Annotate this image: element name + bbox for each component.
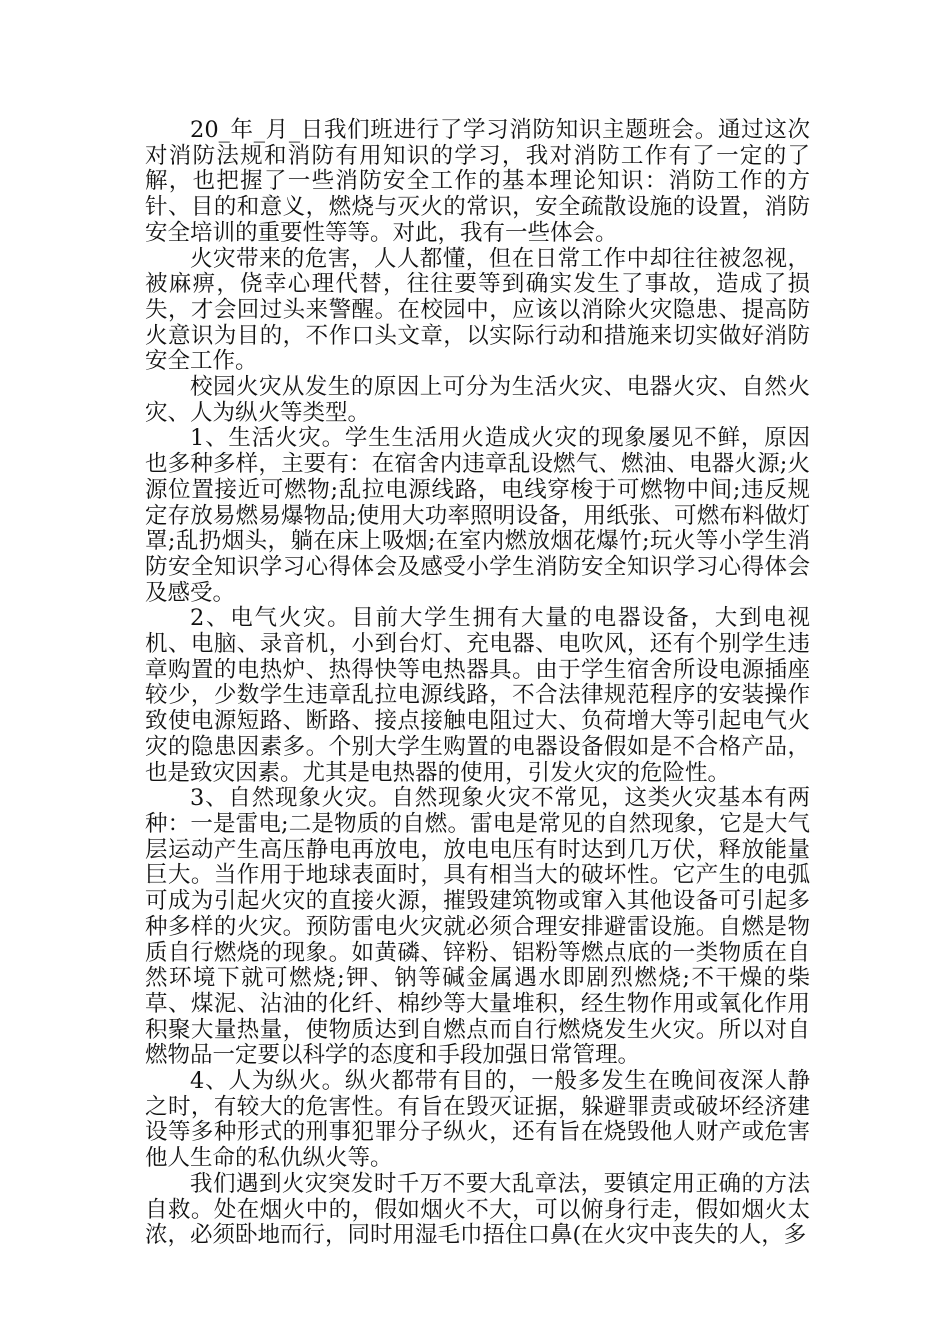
paragraph-natural-fire: 3、自然现象火灾。自然现象火灾不常见，这类火灾基本有两种：一是雷电;二是物质的自燃。雷电是常见的自然现象，它是大气层运动产生高压静电再放电，放电电压有时达到几万伏，释放能量巨大。当作用于地球表面时，具有相当大的破坏性。它产生的电弧可成为引起火灾的直接火源，摧毁建筑物或窜入其他设备可引起多种多样的火灾。预防雷电火灾就必须合理安排避雷设施。自燃是物质自行燃烧的现象。如黄磷、锌粉、铝粉等燃点底的一类物质在自然环境下就可燃烧;钾、钠等碱金属遇水即剧烈燃烧;不干燥的柴草、煤泥、沾油的化纤、棉纱等大量堆积，经生物作用或氧化作用积聚大量热量，使物质达到自燃点而自行燃烧发生火灾。所以对自燃物品一定要以科学的态度和手段加强日常管理。 [145, 785, 810, 1069]
paragraph-self-rescue: 我们遇到火灾突发时千万不要大乱章法，要镇定用正确的方法自救。处在烟火中的，假如烟火不大，可以俯身行走，假如烟火太浓，必须卧地而行，同时用湿毛巾捂住口鼻(在火灾中丧失的人，多 [145, 1170, 810, 1249]
paragraph-fire-types: 校园火灾从发生的原因上可分为生活火灾、电器火灾、自然火灾、人为纵火等类型。 [145, 374, 810, 426]
paragraph-arson: 4、人为纵火。纵火都带有目的，一般多发生在晚间夜深人静之时，有较大的危害性。有旨在毁灭证据，躲避罪责或破坏经济建设等多种形式的刑事犯罪分子纵火，还有旨在烧毁他人财产或危害他人生命的私仇纵火等。 [145, 1068, 810, 1172]
paragraph-electrical-fire: 2、电气火灾。目前大学生拥有大量的电器设备，大到电视机、电脑、录音机，小到台灯、充电器、电吹风，还有个别学生违章购置的电热炉、热得快等电热器具。由于学生宿舍所设电源插座较少，少数学生违章乱拉电源线路，不合法律规范程序的安装操作致使电源短路、断路、接点接触电阻过大、负荷增大等引起电气火灾的隐患因素多。个别大学生购置的电器设备假如是不合格产品，也是致灾因素。尤其是电热器的使用，引发火灾的危险性。 [145, 605, 810, 786]
paragraph-intro: 20_年_月_日我们班进行了学习消防知识主题班会。通过这次对消防法规和消防有用知识的学习，我对消防工作有了一定的了解，也把握了一些消防安全工作的基本理论知识：消防工作的方针、目的和意义，燃烧与灭火的常识，安全疏散设施的设置，消防安全培训的重要性等等。对此，我有一些体会。 [145, 117, 810, 246]
document-body [145, 118, 810, 1249]
paragraph-fire-hazard: 火灾带来的危害，人人都懂，但在日常工作中却往往被忽视，被麻痹，侥幸心理代替，往往要等到确实发生了事故，造成了损失，才会回过头来警醒。在校园中，应该以消除火灾隐患、提高防火意识为目的，不作口头文章，以实际行动和措施来切实做好消防安全工作。 [145, 245, 810, 375]
paragraph-living-fire: 1、生活火灾。学生生活用火造成火灾的现象屡见不鲜，原因也多种多样，主要有：在宿舍内违章乱设燃气、燃油、电器火源;火源位置接近可燃物;乱拉电源线路，电线穿梭于可燃物中间;违反规定存放易燃易爆物品;使用大功率照明设备，用纸张、可燃布料做灯罩;乱扔烟头，躺在床上吸烟;在室内燃放烟花爆竹;玩火等小学生消防安全知识学习心得体会及感受小学生消防安全知识学习心得体会及感受。 [145, 425, 810, 606]
